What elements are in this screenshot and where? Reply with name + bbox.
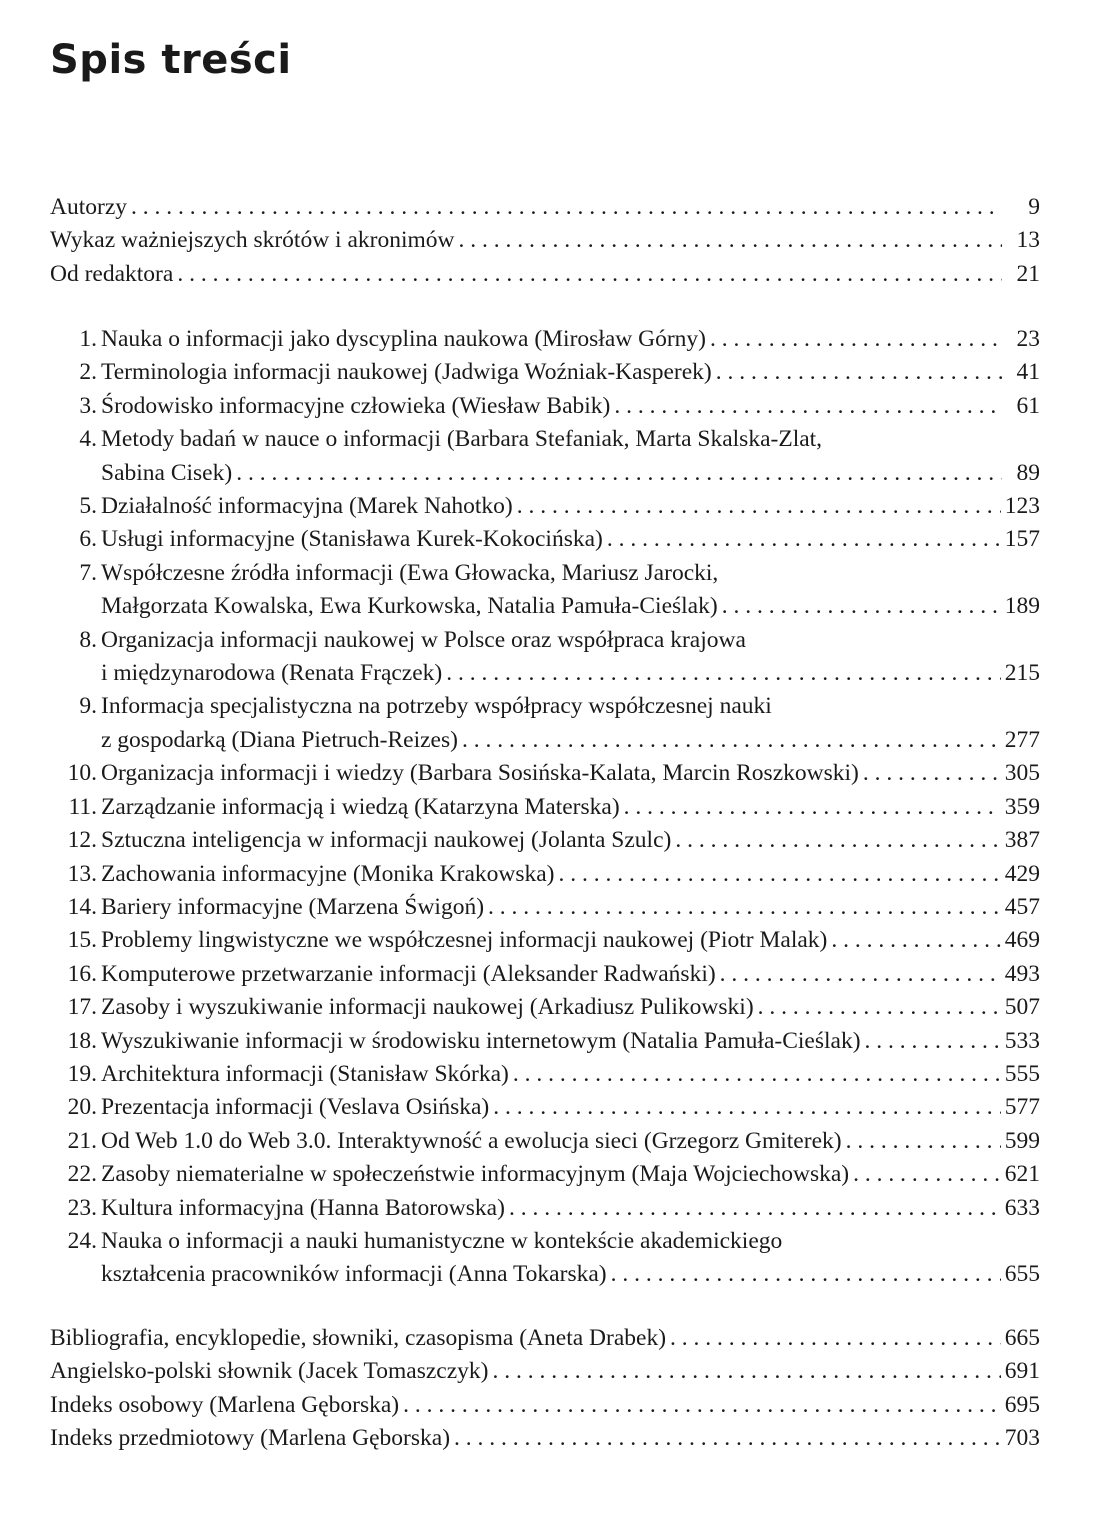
chapter-title-line: Komputerowe przetwarzanie informacji (Aleksander Radwański) <box>101 960 716 987</box>
front-matter-entry[interactable] <box>50 191 1040 224</box>
chapter-body <box>97 356 1040 389</box>
chapter-number: 3. <box>79 392 97 419</box>
chapter-body <box>97 924 1040 957</box>
dot-leader <box>131 191 1002 224</box>
chapter-entry[interactable] <box>50 523 1040 556</box>
entry-title: Indeks przedmiotowy (Marlena Gęborska) <box>50 1425 451 1452</box>
chapter-number: 4. <box>79 426 97 453</box>
chapter-body <box>97 1192 1040 1225</box>
dot-leader <box>614 390 1002 423</box>
dot-leader <box>710 323 1002 356</box>
chapter-title-line: Wyszukiwanie informacji w środowisku internetowym (Natalia Pamuła-Cieślak) <box>101 1027 861 1054</box>
chapter-line <box>101 423 1040 456</box>
chapter-entry[interactable] <box>50 1225 1040 1292</box>
chapter-entry[interactable] <box>50 356 1040 389</box>
chapter-line <box>101 757 1040 790</box>
chapter-line <box>101 924 1040 957</box>
chapter-number: 7. <box>79 559 97 586</box>
entry-line <box>50 258 1040 291</box>
chapter-title-line: Od Web 1.0 do Web 3.0. Interaktywność a ewolucja sieci (Grzegorz Gmiterek) <box>101 1127 842 1154</box>
entry-line <box>50 191 1040 224</box>
dot-leader <box>493 1091 1001 1124</box>
chapter-number: 23. <box>67 1194 97 1221</box>
chapter-number-cell <box>50 1225 97 1258</box>
chapter-line <box>101 824 1040 857</box>
chapter-entry[interactable] <box>50 891 1040 924</box>
page-number: 621 <box>1004 1161 1040 1188</box>
page-number: 387 <box>1004 827 1040 854</box>
chapter-number-cell <box>50 624 97 657</box>
chapter-number-cell <box>50 490 97 523</box>
chapter-body <box>97 1225 1040 1292</box>
chapter-body <box>97 690 1040 757</box>
chapter-entry[interactable] <box>50 824 1040 857</box>
chapter-title-line: Zasoby i wyszukiwanie informacji naukowej (Arkadiusz Pulikowski) <box>101 994 754 1021</box>
page-title: Spis treści <box>50 37 292 83</box>
chapter-entry[interactable] <box>50 1125 1040 1158</box>
chapter-entry[interactable] <box>50 958 1040 991</box>
dot-leader <box>513 1058 1001 1091</box>
chapter-entry[interactable] <box>50 490 1040 523</box>
dot-leader <box>607 523 1001 556</box>
chapter-title-line: Terminologia informacji naukowej (Jadwiga Woźniak-Kasperek) <box>101 359 712 386</box>
chapter-title-line: Zarządzanie informacją i wiedzą (Katarzyna Materska) <box>101 793 620 820</box>
chapter-line <box>101 624 1040 657</box>
entry-title: Indeks osobowy (Marlena Gęborska) <box>50 1391 400 1418</box>
page-number: 359 <box>1004 793 1040 820</box>
chapter-number: 1. <box>79 326 97 352</box>
dot-leader <box>488 891 1001 924</box>
page-number: 655 <box>1004 1261 1040 1288</box>
chapter-number: 22. <box>67 1161 97 1188</box>
entry-title: Autorzy <box>50 194 128 220</box>
chapter-entry[interactable] <box>50 1192 1040 1225</box>
chapter-line <box>101 724 1040 757</box>
toc-back-matter <box>50 1322 1040 1456</box>
dot-leader <box>462 724 1001 757</box>
chapter-title-line: Sztuczna inteligencja w informacji naukowej (Jolanta Szulc) <box>101 827 672 854</box>
entry-title: Wykaz ważniejszych skrótów i akronimów <box>50 227 455 254</box>
chapter-title-line: Współczesne źródła informacji (Ewa Głowacka, Mariusz Jarocki, <box>101 559 719 586</box>
entry-body <box>50 224 1040 257</box>
chapter-entry[interactable] <box>50 1025 1040 1058</box>
chapter-number-cell <box>50 958 97 991</box>
toc-front-matter <box>50 191 1040 291</box>
dot-leader <box>720 958 1001 991</box>
chapter-line <box>101 557 1040 590</box>
chapter-title-line: Małgorzata Kowalska, Ewa Kurkowska, Natalia Pamuła-Cieślak) <box>101 593 718 620</box>
page-number: 493 <box>1004 960 1040 987</box>
chapter-number-cell <box>50 1025 97 1058</box>
chapter-body <box>97 557 1040 624</box>
chapter-number: 9. <box>79 693 97 720</box>
dot-leader <box>863 757 1001 790</box>
chapter-number: 18. <box>67 1027 97 1054</box>
chapter-title-line: Nauka o informacji jako dyscyplina naukowa (Mirosław Górny) <box>101 326 706 352</box>
toc-chapters <box>50 323 1040 1292</box>
entry-title: Angielsko-polski słownik (Jacek Tomaszczyk) <box>50 1358 489 1385</box>
chapter-body <box>97 423 1040 490</box>
chapter-entry[interactable] <box>50 924 1040 957</box>
back-matter-entry[interactable] <box>50 1355 1040 1388</box>
chapter-number-cell <box>50 690 97 723</box>
page-number: 555 <box>1004 1060 1040 1087</box>
back-matter-entry[interactable] <box>50 1422 1040 1455</box>
chapter-number-cell <box>50 1158 97 1191</box>
page-number: 599 <box>1004 1127 1040 1154</box>
dot-leader <box>853 1158 1001 1191</box>
chapter-number: 17. <box>67 994 97 1021</box>
page-number: 189 <box>1004 593 1040 620</box>
dot-leader <box>758 991 1001 1024</box>
chapter-title-line: Zachowania informacyjne (Monika Krakowska) <box>101 860 555 887</box>
chapter-line <box>101 323 1040 356</box>
dot-leader <box>236 457 1002 490</box>
page-number: 305 <box>1004 760 1040 787</box>
chapter-line <box>101 1225 1040 1258</box>
entry-body <box>50 1422 1040 1455</box>
chapter-number-cell <box>50 858 97 891</box>
chapter-body <box>97 958 1040 991</box>
entry-body <box>50 1322 1040 1355</box>
back-matter-entry[interactable] <box>50 1322 1040 1355</box>
chapter-number-cell <box>50 390 97 423</box>
chapter-title-line: kształcenia pracowników informacji (Anna Tokarska) <box>101 1261 607 1288</box>
chapter-title-line: z gospodarką (Diana Pietruch-Reizes) <box>101 726 458 753</box>
page-number: 633 <box>1004 1194 1040 1221</box>
entry-body <box>50 1389 1040 1422</box>
entry-body <box>50 1355 1040 1388</box>
entry-body <box>50 191 1040 224</box>
chapter-line <box>101 356 1040 389</box>
chapter-body <box>97 523 1040 556</box>
dot-leader <box>454 1422 1001 1455</box>
dot-leader <box>446 657 1001 690</box>
dot-leader <box>716 356 1002 389</box>
chapter-line <box>101 1058 1040 1091</box>
page-number: 469 <box>1004 927 1040 954</box>
dot-leader <box>831 924 1000 957</box>
page-number: 9 <box>1028 194 1040 220</box>
chapter-number-cell <box>50 791 97 824</box>
chapter-title-line: Problemy lingwistyczne we współczesnej informacji naukowej (Piotr Malak) <box>101 927 828 954</box>
page-number: 507 <box>1004 994 1040 1021</box>
page-number: 533 <box>1004 1027 1040 1054</box>
dot-leader <box>459 224 1003 257</box>
chapter-title-line: Kultura informacyjna (Hanna Batorowska) <box>101 1194 505 1221</box>
chapter-body <box>97 791 1040 824</box>
chapter-line <box>101 690 1040 723</box>
chapter-number: 11. <box>68 793 97 820</box>
chapter-entry[interactable] <box>50 791 1040 824</box>
chapter-title-line: Zasoby niematerialne w społeczeństwie informacyjnym (Maja Wojciechowska) <box>101 1161 850 1188</box>
entry-line <box>50 1322 1040 1355</box>
chapter-number-cell <box>50 1125 97 1158</box>
dot-leader <box>675 824 1000 857</box>
chapter-number: 19. <box>67 1060 97 1087</box>
chapter-number: 10. <box>67 760 97 787</box>
page-number: 41 <box>1016 359 1040 386</box>
chapter-title-line: Usługi informacyjne (Stanisława Kurek-Kokocińska) <box>101 526 603 553</box>
chapter-line <box>101 523 1040 556</box>
page-number: 457 <box>1004 893 1040 920</box>
chapter-number-cell <box>50 891 97 924</box>
dot-leader <box>670 1322 1001 1355</box>
chapter-entry[interactable] <box>50 323 1040 356</box>
entry-title: Od redaktora <box>50 260 174 287</box>
chapter-line <box>101 590 1040 623</box>
chapter-number: 6. <box>79 526 97 553</box>
chapter-number-cell <box>50 824 97 857</box>
chapter-title-line: i międzynarodowa (Renata Frączek) <box>101 660 443 687</box>
chapter-number-cell <box>50 1058 97 1091</box>
page-number: 695 <box>1004 1391 1040 1418</box>
chapter-entry[interactable] <box>50 690 1040 757</box>
chapter-body <box>97 824 1040 857</box>
entry-line <box>50 1355 1040 1388</box>
chapter-body <box>97 1158 1040 1191</box>
entry-line <box>50 1389 1040 1422</box>
chapter-title-line: Architektura informacji (Stanisław Skórka) <box>101 1060 509 1087</box>
chapter-title-line: Sabina Cisek) <box>101 459 233 486</box>
chapter-line <box>101 1158 1040 1191</box>
chapter-number: 15. <box>67 927 97 954</box>
dot-leader <box>611 1258 1001 1291</box>
chapter-body <box>97 1091 1040 1124</box>
entry-title: Bibliografia, encyklopedie, słowniki, czasopisma (Aneta Drabek) <box>50 1325 667 1351</box>
chapter-body <box>97 490 1040 523</box>
chapter-line <box>101 657 1040 690</box>
chapter-entry[interactable] <box>50 624 1040 691</box>
chapter-body <box>97 390 1040 423</box>
chapter-number: 5. <box>79 493 97 520</box>
chapter-body <box>97 1125 1040 1158</box>
entry-line <box>50 1422 1040 1455</box>
chapter-number-cell <box>50 757 97 790</box>
dot-leader <box>517 490 1001 523</box>
dot-leader <box>509 1192 1001 1225</box>
chapter-body <box>97 323 1040 356</box>
page-number: 665 <box>1004 1325 1040 1351</box>
chapter-number: 13. <box>67 860 97 887</box>
chapter-number-cell <box>50 991 97 1024</box>
page-number: 123 <box>1004 493 1040 520</box>
dot-leader <box>722 590 1001 623</box>
chapter-title-line: Organizacja informacji i wiedzy (Barbara Sosińska-Kalata, Marcin Roszkowski) <box>101 760 859 787</box>
page-number: 157 <box>1004 526 1040 553</box>
dot-leader <box>177 258 1002 291</box>
page-number: 13 <box>1016 227 1040 254</box>
chapter-number-cell <box>50 356 97 389</box>
chapter-line <box>101 891 1040 924</box>
chapter-line <box>101 791 1040 824</box>
chapter-body <box>97 991 1040 1024</box>
page-number: 691 <box>1004 1358 1040 1385</box>
chapter-title-line: Nauka o informacji a nauki humanistyczne w kontekście akademickiego <box>101 1227 783 1254</box>
page-number: 215 <box>1004 660 1040 687</box>
dot-leader <box>624 791 1001 824</box>
chapter-body <box>97 624 1040 691</box>
chapter-number-cell <box>50 1192 97 1225</box>
chapter-title-line: Informacja specjalistyczna na potrzeby współpracy współczesnej nauki <box>101 693 772 720</box>
back-matter-entry[interactable] <box>50 1389 1040 1422</box>
chapter-line <box>101 858 1040 891</box>
chapter-line <box>101 457 1040 490</box>
chapter-entry[interactable] <box>50 1058 1040 1091</box>
page-number: 23 <box>1016 326 1040 352</box>
chapter-line <box>101 1025 1040 1058</box>
chapter-number: 8. <box>79 626 97 653</box>
chapter-line <box>101 991 1040 1024</box>
page-number: 277 <box>1004 726 1040 753</box>
page-number: 577 <box>1004 1094 1040 1121</box>
chapter-number-cell <box>50 924 97 957</box>
chapter-entry[interactable] <box>50 1091 1040 1124</box>
dot-leader <box>492 1355 1000 1388</box>
chapter-number: 14. <box>67 893 97 920</box>
dot-leader <box>559 858 1001 891</box>
chapter-line <box>101 490 1040 523</box>
chapter-title-line: Bariery informacyjne (Marzena Świgoń) <box>101 893 485 920</box>
front-matter-entry[interactable] <box>50 258 1040 291</box>
chapter-body <box>97 1058 1040 1091</box>
chapter-number: 21. <box>67 1127 97 1154</box>
chapter-entry[interactable] <box>50 858 1040 891</box>
chapter-number: 16. <box>67 960 97 987</box>
chapter-line <box>101 1091 1040 1124</box>
chapter-number: 2. <box>79 359 97 386</box>
chapter-body <box>97 1025 1040 1058</box>
dot-leader <box>865 1025 1001 1058</box>
chapter-line <box>101 958 1040 991</box>
chapter-number-cell <box>50 557 97 590</box>
page-number: 429 <box>1004 860 1040 887</box>
page-number: 61 <box>1016 392 1040 419</box>
chapter-title-line: Środowisko informacyjne człowieka (Wiesław Babik) <box>101 392 611 419</box>
chapter-title-line: Działalność informacyjna (Marek Nahotko) <box>101 493 513 520</box>
chapter-line <box>101 390 1040 423</box>
chapter-title-line: Prezentacja informacji (Veslava Osińska) <box>101 1094 490 1121</box>
chapter-entry[interactable] <box>50 1158 1040 1191</box>
chapter-title-line: Organizacja informacji naukowej w Polsce oraz współpraca krajowa <box>101 626 746 653</box>
chapter-body <box>97 891 1040 924</box>
chapter-line <box>101 1258 1040 1291</box>
chapter-number-cell <box>50 523 97 556</box>
page-number: 89 <box>1016 459 1040 486</box>
page-number: 21 <box>1016 260 1040 287</box>
chapter-title-line: Metody badań w nauce o informacji (Barbara Stefaniak, Marta Skalska-Zlat, <box>101 426 823 453</box>
entry-line <box>50 224 1040 257</box>
dot-leader <box>403 1389 1001 1422</box>
chapter-line <box>101 1125 1040 1158</box>
chapter-entry[interactable] <box>50 557 1040 624</box>
chapter-entry[interactable] <box>50 390 1040 423</box>
chapter-number-cell <box>50 1091 97 1124</box>
chapter-number-cell <box>50 423 97 456</box>
chapter-number: 24. <box>67 1227 97 1254</box>
dot-leader <box>846 1125 1001 1158</box>
chapter-number: 12. <box>67 827 97 854</box>
chapter-number: 20. <box>67 1094 97 1121</box>
entry-body <box>50 258 1040 291</box>
chapter-line <box>101 1192 1040 1225</box>
chapter-body <box>97 858 1040 891</box>
front-matter-entry[interactable] <box>50 224 1040 257</box>
chapter-body <box>97 757 1040 790</box>
chapter-entry[interactable] <box>50 423 1040 490</box>
chapter-entry[interactable] <box>50 757 1040 790</box>
chapter-entry[interactable] <box>50 991 1040 1024</box>
chapter-number-cell <box>50 323 97 356</box>
page-number: 703 <box>1004 1425 1040 1452</box>
